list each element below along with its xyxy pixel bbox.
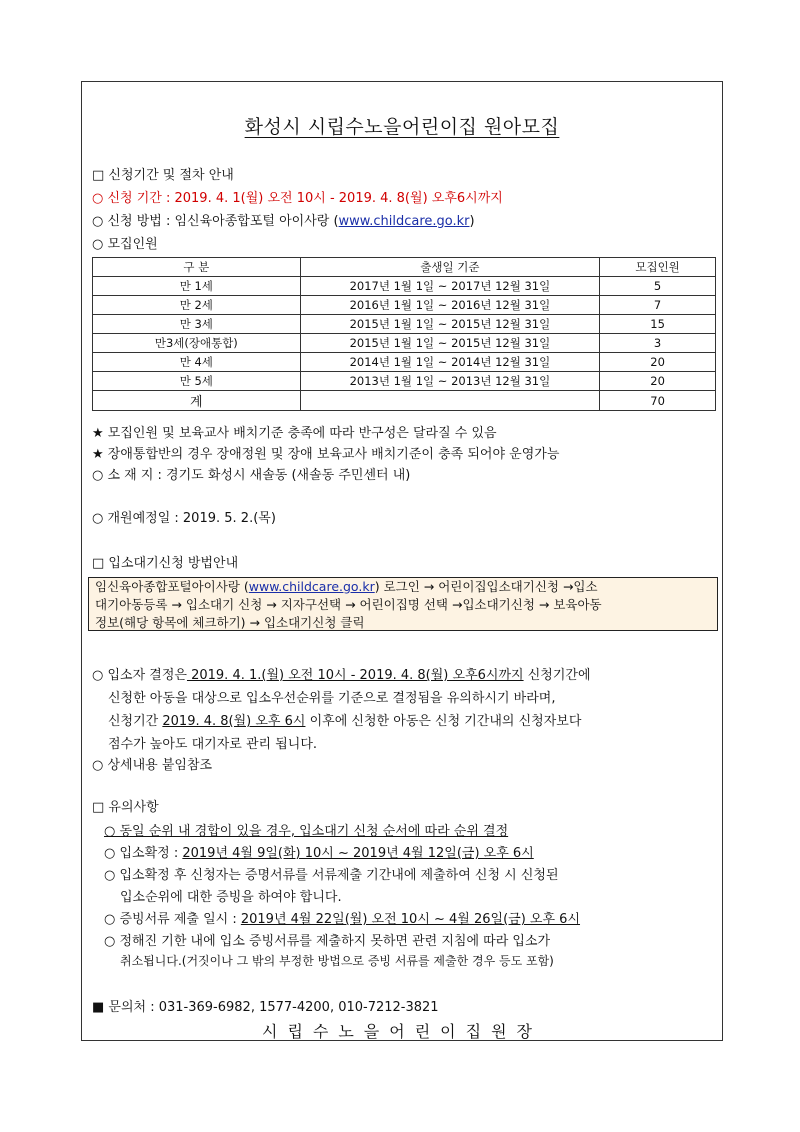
- cell-count: 20: [600, 353, 716, 372]
- cell-category: 만3세(장애통합): [93, 334, 301, 353]
- procedure-prefix: 임신육아종합포털아이사랑 (: [95, 579, 249, 594]
- header-category: 구 분: [93, 258, 301, 277]
- table-row: [93, 334, 716, 353]
- decision-suffix: 신청기간에: [523, 668, 591, 683]
- cell-count: 5: [600, 277, 716, 296]
- procedure-line-1: [95, 578, 711, 596]
- note-2-dates: 2019년 4월 9일(화) 10시 ~ 2019년 4월 12일(금) 오후 6시: [182, 846, 534, 861]
- cell-birthdate: 2014년 1월 1일 ~ 2014년 12월 31일: [300, 353, 600, 372]
- cell-category: 만 1세: [93, 277, 301, 296]
- section-notes-heading: □ 유의사항: [92, 800, 159, 815]
- table-row: [93, 315, 716, 334]
- note-4-prefix: ○ 증빙서류 제출 일시 :: [104, 912, 241, 927]
- location: ○ 소 재 지 : 경기도 화성시 새솔동 (새솔동 주민센터 내): [92, 468, 411, 483]
- note-5-line-1: ○ 정해진 기한 내에 입소 증빙서류를 제출하지 못하면 관련 지침에 따라 입소가: [104, 934, 551, 949]
- cell-birthdate: 2016년 1월 1일 ~ 2016년 12월 31일: [300, 296, 600, 315]
- title-text: 화성시 시립수노을어린이집 원아모집: [244, 116, 560, 138]
- section-application-heading: □ 신청기간 및 절차 안내: [92, 168, 234, 183]
- note-star-2: ★ 장애통합반의 경우 장애정원 및 장애 보육교사 배치기준이 충족 되어야 운영가능: [92, 447, 560, 462]
- contact-info: ■ 문의처 : 031-369-6982, 1577-4200, 010-7212-3821: [92, 1000, 439, 1015]
- detail-reference: ○ 상세내용 붙임참조: [92, 758, 213, 773]
- note-1: [104, 820, 508, 839]
- decision-l3-prefix: 신청기간: [108, 714, 163, 729]
- recruitment-table: [92, 257, 716, 411]
- decision-deadline: 2019. 4. 8(월) 오후 6시: [162, 714, 306, 729]
- note-1-text: ○ 동일 순위 내 경합이 있을 경우, 입소대기 신청 순서에 따라 순위 결정: [104, 824, 509, 839]
- table-header-row: [93, 258, 716, 277]
- cell-birthdate: 2013년 1월 1일 ~ 2013년 12월 31일: [300, 372, 600, 391]
- section-waitlist-heading: □ 입소대기신청 방법안내: [92, 556, 239, 571]
- decision-line-3: [108, 710, 581, 729]
- procedure-line-2: 대기아동등록 → 입소대기 신청 → 지자구선택 → 어린이집명 선택 →입소대기신청 → 보육아동: [95, 597, 602, 612]
- cell-count: 7: [600, 296, 716, 315]
- notice-frame: [81, 81, 723, 1041]
- decision-period: 2019. 4. 1.(월) 오전 10시 - 2019. 4. 8(월) 오후6시까지: [186, 668, 524, 683]
- cell-count: 15: [600, 315, 716, 334]
- cell-total-label: 계: [93, 391, 301, 411]
- procedure-suffix: ) 로그인 → 어린이집입소대기신청 →입소: [374, 579, 598, 594]
- opening-date: ○ 개원예정일 : 2019. 5. 2.(목): [92, 511, 276, 526]
- cell-category: 만 3세: [93, 315, 301, 334]
- table-row: [93, 277, 716, 296]
- note-2-prefix: ○ 입소확정 :: [104, 846, 183, 861]
- procedure-link[interactable]: www.childcare.go.kr: [248, 579, 375, 594]
- note-star-1: ★ 모집인원 및 보육교사 배치기준 충족에 따라 반구성은 달라질 수 있음: [92, 426, 497, 441]
- note-3-line-2: 입소순위에 대한 증빙을 하여야 합니다.: [120, 890, 342, 905]
- decision-line-1: [92, 664, 591, 683]
- note-4: [104, 908, 580, 927]
- table-row: [93, 372, 716, 391]
- note-5-line-2: 취소됩니다.(거짓이나 그 밖의 부정한 방법으로 증빙 서류를 제출한 경우 등도 포함): [120, 954, 554, 968]
- page-title: [82, 112, 722, 139]
- cell-birthdate: 2015년 1월 1일 ~ 2015년 12월 31일: [300, 315, 600, 334]
- recruit-label: ○ 모집인원: [92, 237, 158, 252]
- cell-category: 만 2세: [93, 296, 301, 315]
- cell-category: 만 4세: [93, 353, 301, 372]
- method-prefix: ○ 신청 방법 : 임신육아종합포털 아이사랑 (: [92, 214, 339, 229]
- note-3-line-1: ○ 입소확정 후 신청자는 증명서류를 서류제출 기간내에 제출하여 신청 시 신청된: [104, 868, 559, 883]
- decision-line-4: 점수가 높아도 대기자로 관리 됩니다.: [108, 737, 318, 752]
- signature: 시립수노을어린이집원장: [261, 1022, 543, 1041]
- cell-total-count: 70: [600, 391, 716, 411]
- cell-birthdate: 2015년 1월 1일 ~ 2015년 12월 31일: [300, 334, 600, 353]
- decision-line-2: 신청한 아동을 대상으로 입소우선순위를 기준으로 결정됨을 유의하시기 바라며,: [108, 691, 556, 706]
- table-total-row: [93, 391, 716, 411]
- procedure-line-3: 정보(해당 항목에 체크하기) → 입소대기신청 클릭: [95, 615, 365, 630]
- cell-birthdate: 2017년 1월 1일 ~ 2017년 12월 31일: [300, 277, 600, 296]
- decision-l3-suffix: 이후에 신청한 아동은 신청 기간내의 신청자보다: [305, 714, 582, 729]
- waitlist-procedure-box: [88, 577, 718, 631]
- decision-prefix: ○ 입소자 결정은: [92, 668, 187, 683]
- cell-count: 3: [600, 334, 716, 353]
- application-period: ○ 신청 기간 : 2019. 4. 1(월) 오전 10시 - 2019. 4. 8(월) 오후6시까지: [92, 191, 503, 206]
- cell-total-empty: [300, 391, 600, 411]
- table-row: [93, 296, 716, 315]
- application-method: [92, 210, 475, 229]
- header-count: 모집인원: [600, 258, 716, 277]
- table-row: [93, 353, 716, 372]
- childcare-link[interactable]: www.childcare.go.kr: [338, 214, 470, 229]
- method-suffix: ): [469, 214, 475, 229]
- note-4-dates: 2019년 4월 22일(월) 오전 10시 ~ 4월 26일(금) 오후 6시: [240, 912, 581, 927]
- cell-count: 20: [600, 372, 716, 391]
- note-2: [104, 842, 534, 861]
- cell-category: 만 5세: [93, 372, 301, 391]
- header-birthdate: 출생일 기준: [300, 258, 600, 277]
